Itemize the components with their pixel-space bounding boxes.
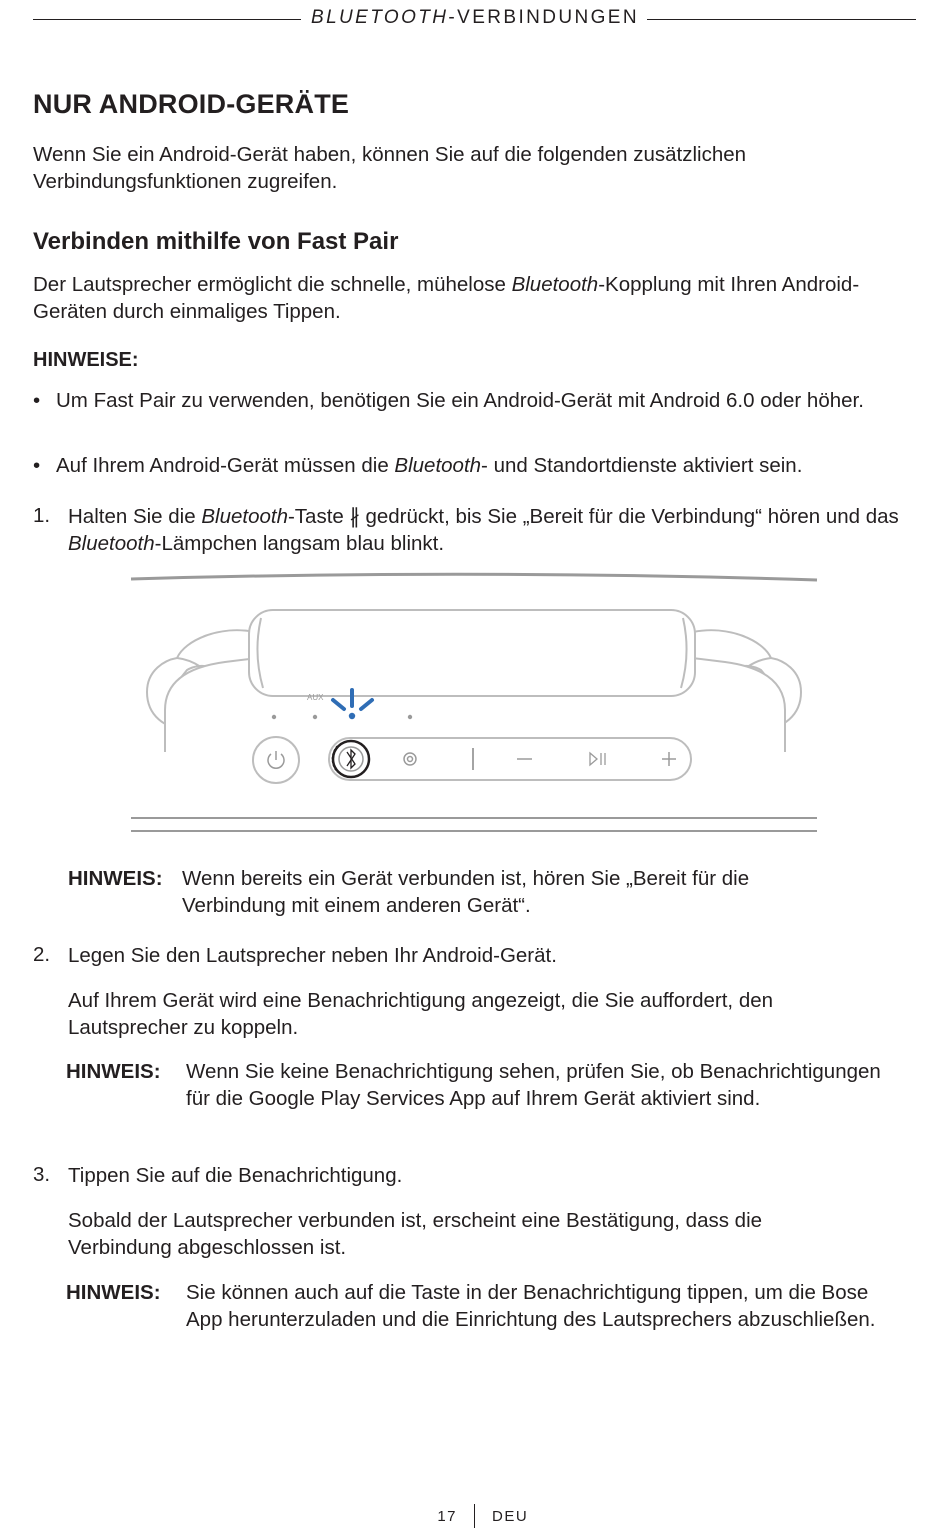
section-intro: Wenn Sie ein Android-Gerät haben, können Sie auf die folgenden zusätzlichen Verbindungsfunktionen zugreifen. — [33, 143, 747, 193]
header-title-italic: BLUETOOTH — [311, 7, 449, 28]
list-item — [33, 387, 933, 441]
page-footer — [0, 1504, 950, 1528]
subsection-intro-after: -Kopplung mit Ihren Android-Geräten durch einmaliges Tippen. — [33, 273, 860, 323]
handle-bar — [249, 610, 695, 696]
note-text: Wenn bereits ein Gerät verbunden ist, hören Sie „Bereit für die Verbindung mit einem anderen Gerät“. — [182, 867, 750, 917]
indicator-dot — [408, 715, 412, 719]
surface-line-top — [131, 574, 817, 580]
subsection-intro-italic: Bluetooth — [511, 273, 599, 296]
speaker-illustration — [125, 570, 825, 840]
step-number: 3. — [33, 1163, 51, 1186]
step-text-part: gedrückt, bis Sie „Bereit für die Verbindung“ hören und das — [359, 505, 899, 528]
indicator-dot — [313, 715, 317, 719]
step-detail: Sobald der Lautsprecher verbunden ist, erscheint eine Bestätigung, dass die Verbindung abgeschlossen ist. — [68, 1209, 763, 1259]
indicator-dot — [272, 715, 276, 719]
page-number: 17 — [437, 1508, 457, 1525]
list-item-text — [56, 387, 936, 414]
power-button-icon — [253, 737, 299, 783]
step-text-part: -Lämpchen langsam blau blinkt. — [154, 532, 445, 555]
step-text: Legen Sie den Lautsprecher neben Ihr Android-Gerät. — [68, 944, 557, 967]
subsection-intro-before: Der Lautsprecher ermöglicht die schnelle, mühelose — [33, 273, 512, 296]
note-label: HINWEIS: — [66, 1060, 161, 1083]
step-text-italic: Bluetooth — [201, 505, 288, 528]
footer-divider — [474, 1504, 475, 1528]
bullet-dot: • — [33, 389, 41, 412]
step-text-italic: Bluetooth — [68, 532, 155, 555]
bullet-dot: • — [33, 454, 41, 477]
list-item-text — [56, 452, 936, 479]
step-detail: Auf Ihrem Gerät wird eine Benachrichtigung angezeigt, die Sie auffordert, den Lautsprecher zu koppeln. — [68, 989, 774, 1039]
notes-heading: HINWEISE: — [33, 349, 139, 371]
step-text-part: Halten Sie die — [68, 505, 202, 528]
step-text-part: -Taste — [287, 505, 350, 528]
bluetooth-button-icon — [332, 741, 369, 777]
note-before: Auf Ihrem Android-Gerät müssen die — [56, 454, 395, 477]
note-text: Wenn Sie keine Benachrichtigung sehen, prüfen Sie, ob Benachrichtigungen für die Google Play Services App auf Ihrem Gerät aktiviert sind. — [186, 1060, 881, 1110]
subsection-intro — [33, 271, 913, 325]
step-number: 2. — [33, 943, 51, 966]
step-text — [68, 503, 918, 557]
note-label: HINWEIS: — [68, 867, 163, 890]
note-before: Um Fast Pair zu verwenden, benötigen Sie ein Android-Gerät mit Android 6.0 oder höher. — [56, 389, 864, 412]
button-strip — [329, 738, 691, 780]
step-number: 1. — [33, 504, 51, 527]
note-text: Sie können auch auf die Taste in der Benachrichtigung tippen, um die Bose App herunterzuladen und die Einrichtung des Lautsprechers abzuschließen. — [186, 1281, 876, 1331]
note-italic: Bluetooth — [394, 454, 482, 477]
note-label: HINWEIS: — [66, 1281, 161, 1304]
section-header — [0, 7, 950, 29]
bluetooth-icon: ∦ — [349, 505, 360, 528]
note-after: - und Standortdienste aktiviert sein. — [481, 454, 803, 477]
language-code: DEU — [492, 1508, 529, 1525]
header-title-rest: -VERBINDUNGEN — [448, 7, 639, 28]
list-item — [33, 452, 933, 479]
subsection-title: Verbinden mithilfe von Fast Pair — [33, 228, 399, 255]
aux-label: AUX — [307, 693, 324, 702]
step-text: Tippen Sie auf die Benachrichtigung. — [68, 1164, 403, 1187]
page-title: NUR ANDROID-GERÄTE — [33, 89, 350, 119]
